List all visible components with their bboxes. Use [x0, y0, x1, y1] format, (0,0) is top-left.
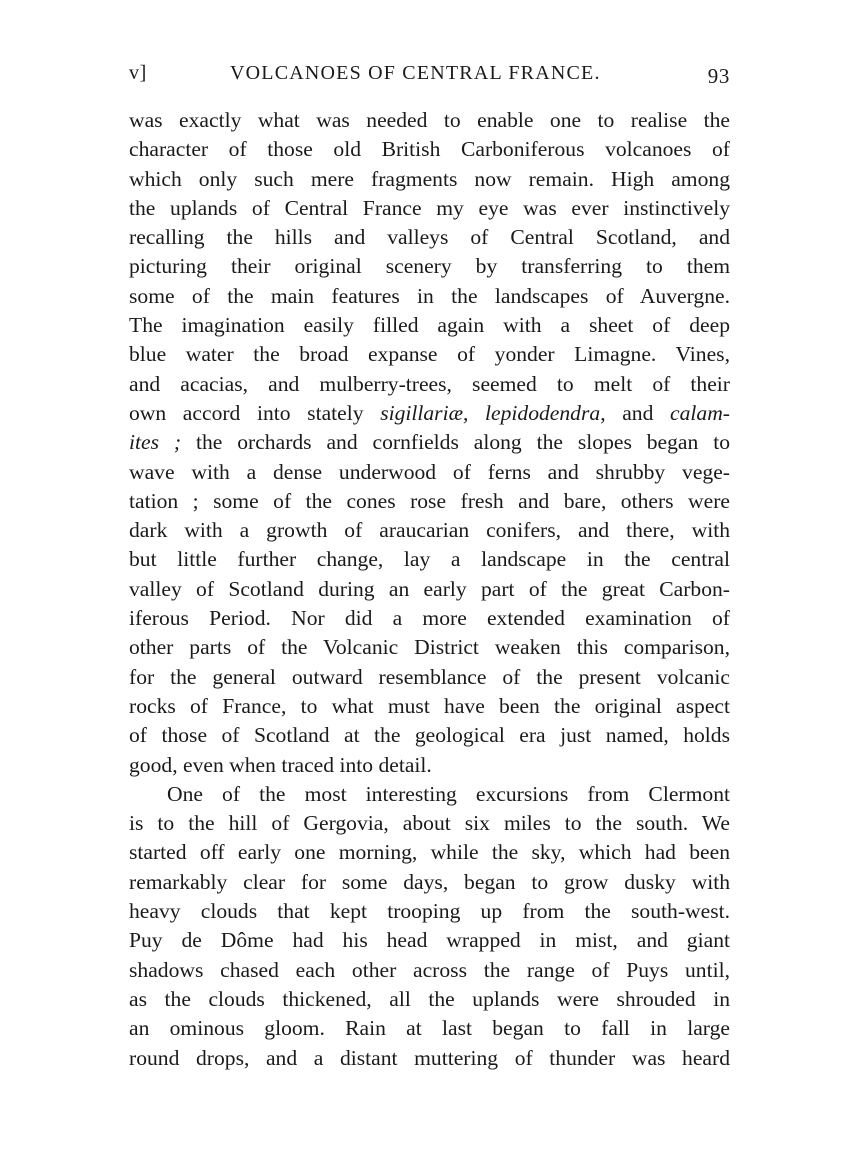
text-line: wave with a dense underwood of ferns and shrubby vege- — [129, 459, 730, 484]
italic-term: sigillariæ — [380, 400, 463, 425]
italic-term: ites ; — [129, 430, 182, 455]
running-title: VOLCANOES OF CENTRAL FRANCE. — [230, 62, 601, 84]
text-line: started off early one morning, while the sky, which had been — [129, 840, 730, 865]
text-line: some of the main features in the landscapes of Auvergne. — [129, 283, 730, 308]
text-line: iferous Period. Nor did a more extended examination of — [129, 606, 730, 631]
text-line: valley of Scotland during an early part of the great Carbon- — [129, 576, 730, 601]
text-run: own accord into stately — [129, 400, 364, 425]
text-line: round drops, and a distant muttering of thunder was heard — [129, 1045, 730, 1070]
text-line: the uplands of Central France my eye was ever instinctively — [129, 195, 730, 220]
text-line: One of the most interesting excursions from Clermont — [167, 781, 730, 806]
text-run: , — [463, 400, 469, 425]
text-line: picturing their original scenery by transferring to them — [129, 254, 730, 279]
page-number: 93 — [707, 64, 730, 88]
text-line — [129, 428, 730, 457]
text-line: recalling the hills and valleys of Central Scotland, and — [129, 225, 730, 250]
text-line: is to the hill of Gergovia, about six miles to the south. We — [129, 811, 730, 836]
text-line: an ominous gloom. Rain at last began to fall in large — [129, 1016, 730, 1041]
text-line: Puy de Dôme had his head wrapped in mist, and giant — [129, 928, 730, 953]
text-line: good, even when traced into detail. — [129, 752, 432, 777]
text-line: other parts of the Volcanic District weaken this comparison, — [129, 635, 730, 660]
text-line: shadows chased each other across the range of Puys until, — [129, 957, 730, 982]
text-line: rocks of France, to what must have been the original aspect — [129, 693, 730, 718]
body-text — [129, 106, 730, 1073]
text-line: and acacias, and mulberry-trees, seemed to melt of their — [129, 371, 730, 396]
text-line: tation ; some of the cones rose fresh and bare, others were — [129, 488, 730, 513]
text-run: the orchards and cornfields along the slopes began to — [195, 430, 730, 455]
text-line: of those of Scotland at the geological era just named, holds — [129, 723, 730, 748]
text-run: , and — [600, 400, 654, 425]
text-line: was exactly what was needed to enable one to realise the — [129, 108, 730, 132]
text-line: blue water the broad expanse of yonder Limagne. Vines, — [129, 342, 730, 367]
italic-term: lepidodendra — [485, 400, 601, 425]
text-line: but little further change, lay a landscape in the central — [129, 547, 730, 572]
italic-term: calam- — [670, 400, 730, 425]
text-line: The imagination easily filled again with a sheet of deep — [129, 313, 730, 338]
chapter-marker: v] — [129, 62, 147, 84]
text-line: character of those old British Carboniferous volcanoes of — [129, 137, 730, 162]
text-line: for the general outward resemblance of the present volcanic — [129, 664, 730, 689]
text-line: heavy clouds that kept trooping up from the south-west. — [129, 899, 730, 924]
text-line: as the clouds thickened, all the uplands were shrouded in — [129, 986, 730, 1011]
text-line: dark with a growth of araucarian conifers, and there, with — [129, 518, 730, 543]
text-line: which only such mere fragments now remain. High among — [129, 166, 730, 191]
text-line — [129, 399, 730, 428]
running-head — [129, 62, 730, 92]
text-line: remarkably clear for some days, began to grow dusky with — [129, 869, 730, 894]
